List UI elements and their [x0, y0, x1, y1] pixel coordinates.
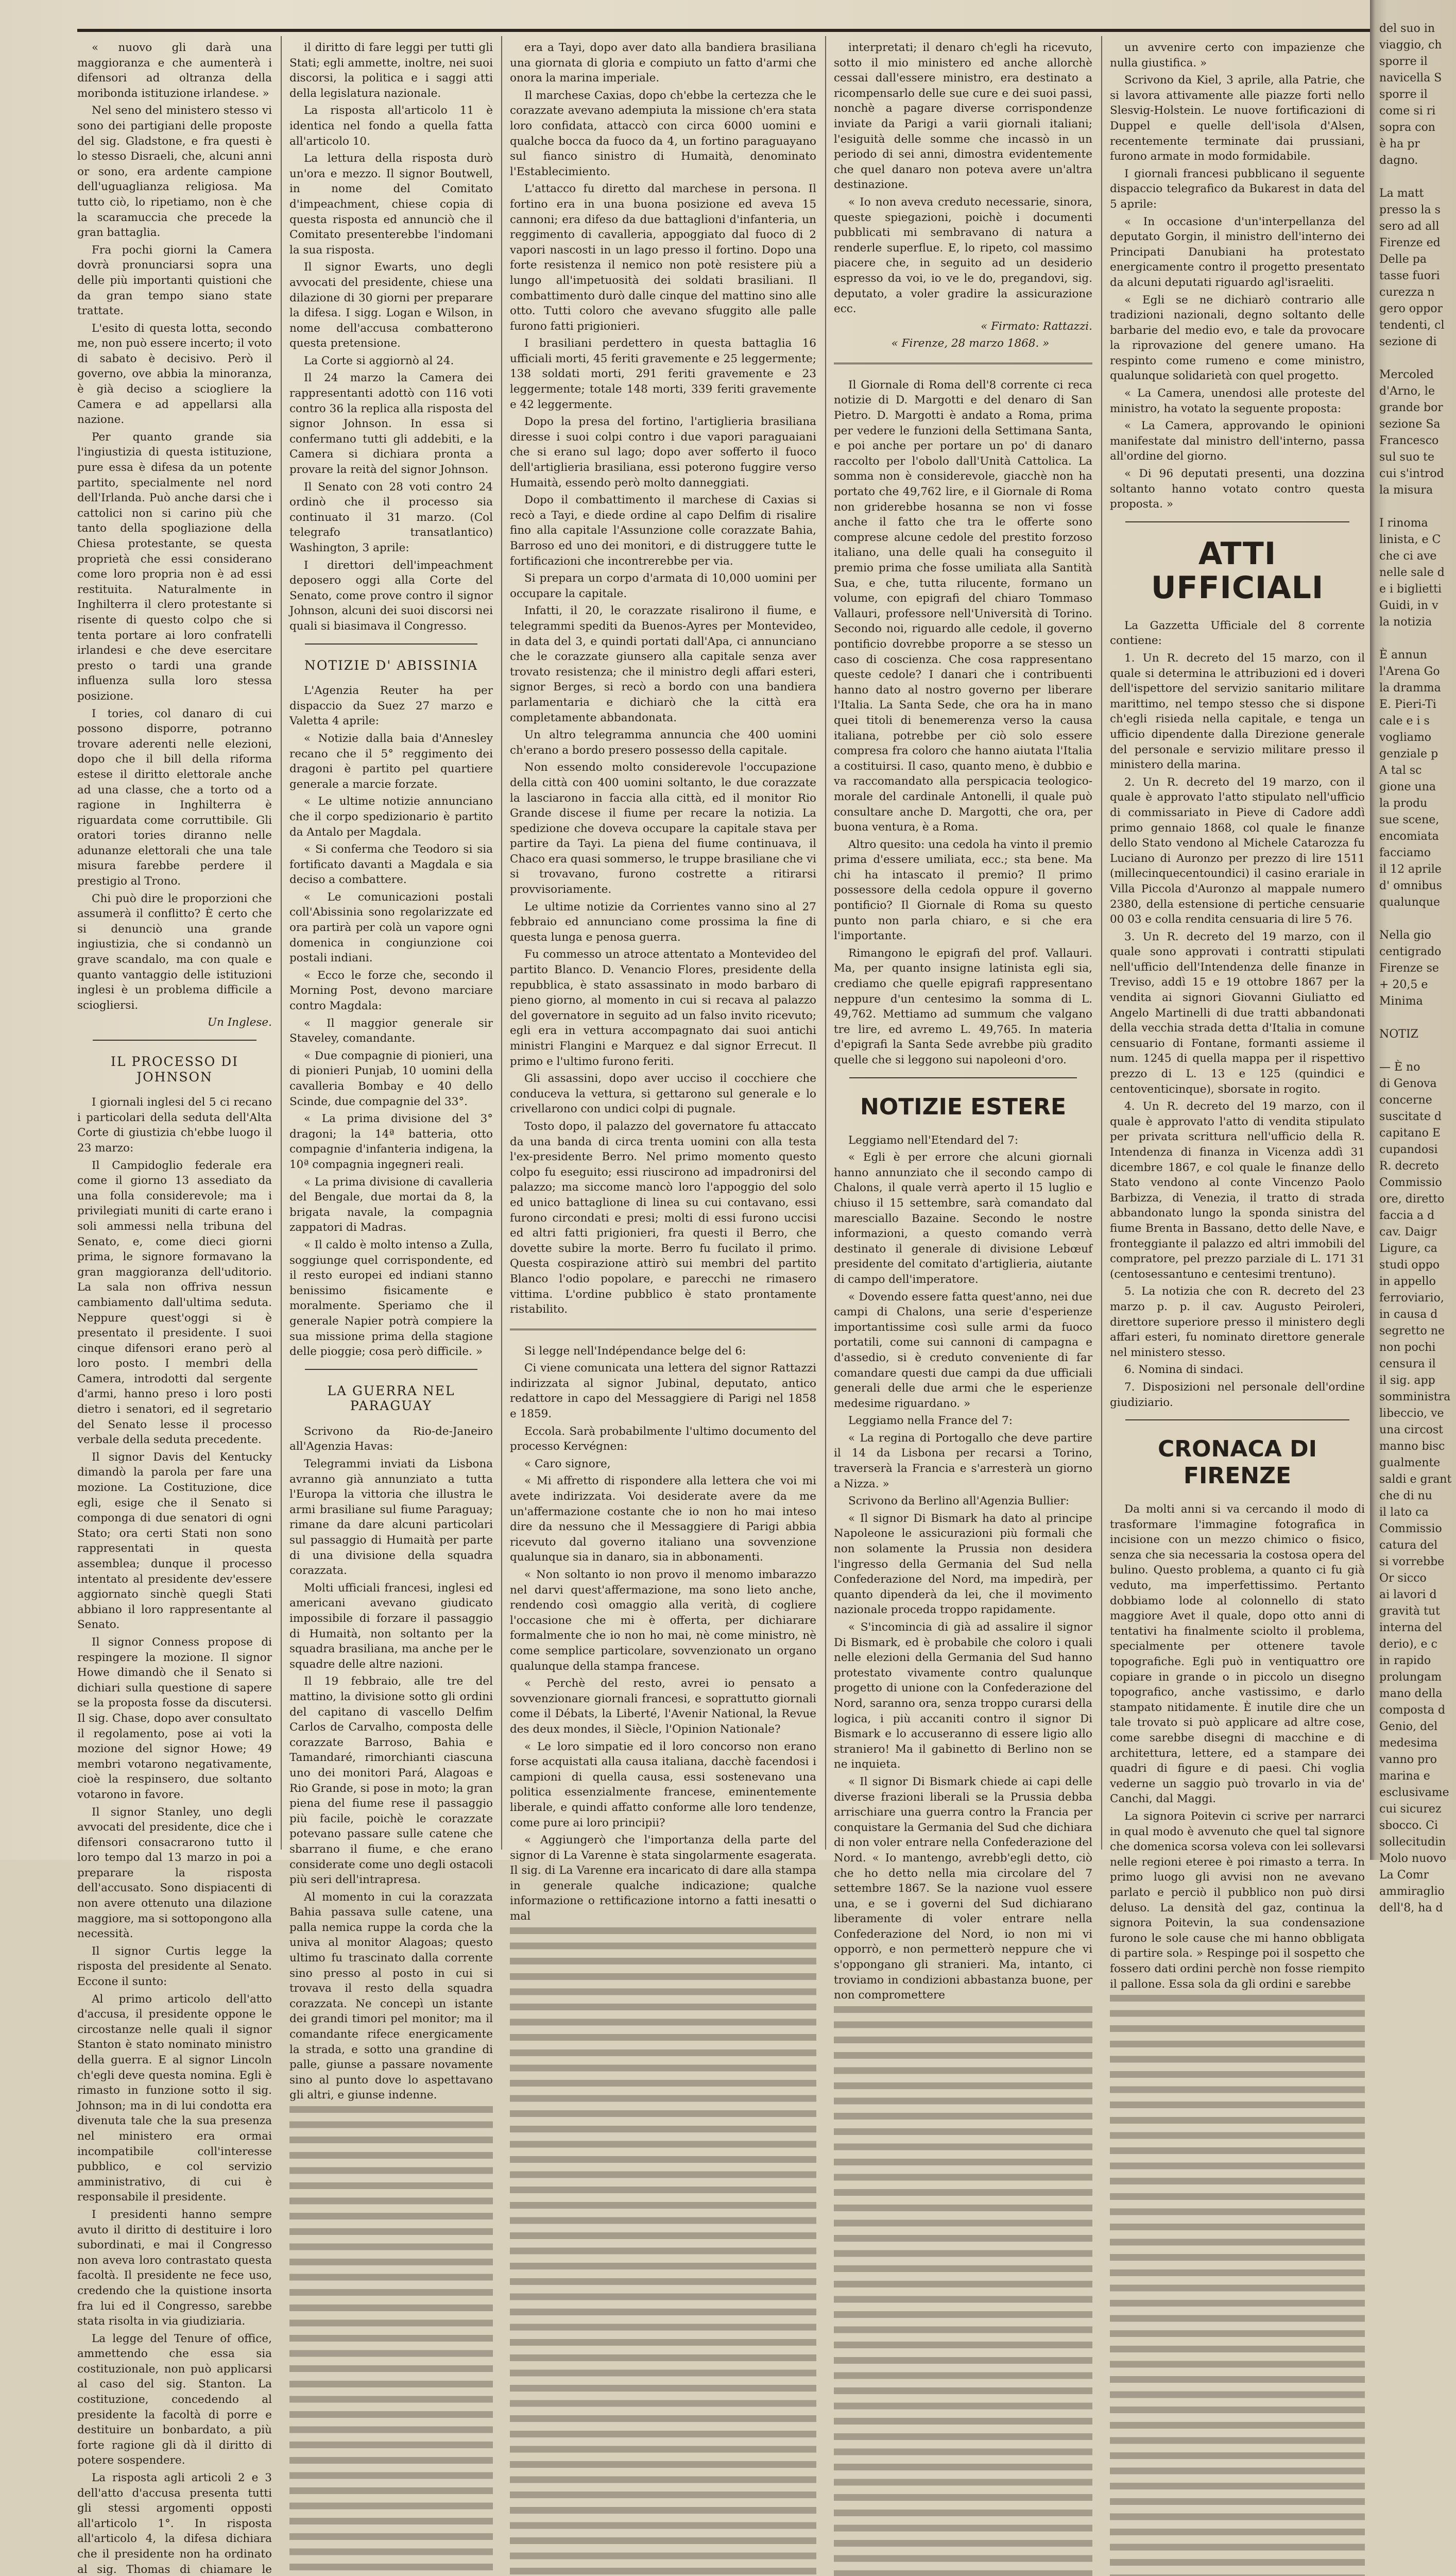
paragraph: « Il caldo è molto intenso a Zulla, soggiunge quel corrispondente, ed il resto europei ed indiani stanno benissimo fisicamente e moralmente. Speriamo che il generale Napier potrà compiere la sua missione prima della stagione delle pioggie; cosa però difficile. » — [289, 1238, 493, 1359]
paragraph: Si legge nell'Indépendance belge del 6: — [524, 1344, 746, 1358]
paragraph: « Mi affretto di rispondere alla lettera che voi mi avete indirizzata. Voi desiderate avere da me un'affermazione costante che io non ho mai inteso dire da nessuno che il Messaggiere di Parigi abbia ricevuto dal governo italiano una sovvenzione qualunque sia in danaro, sia in abbonamenti. — [510, 1475, 816, 1564]
paragraph: Altro quesito: una cedola ha vinto il premio prima d'essere umiliata, ecc.; sta bene. Ma chi ha intascato il premio? Il primo possessore della cedola oppure il governo pontificio? Il Giornale di Roma su questo punto non parla chiaro, e si che era l'importante. — [834, 838, 1092, 943]
section-rule — [849, 1077, 1077, 1078]
paragraph: Scrivono da Rio-de-Janeiro all'Agenzia Havas: — [289, 1425, 493, 1453]
paragraph: « La Camera, unendosi alle proteste del ministro, ha votato la seguente proposta: — [1110, 387, 1365, 415]
paragraph: « Due compagnie di pionieri, una di pionieri Punjab, 10 uomini della cavalleria Bombay e 40 dello Scinde, due compagnie del 33°. — [289, 1049, 493, 1108]
paragraph: il diritto di fare leggi per tutti gli Stati; egli ammette, inoltre, nei suoi discorsi, la politica e i saggi atti della legislatura nazionale. — [289, 41, 493, 100]
signature: « Firmato: Rattazzi. — [981, 319, 1092, 333]
paragraph: « Le loro simpatie ed il loro concorso non erano forse acquistati alla causa italiana, dacchè facendosi i campioni di quella causa, essi sostenevano una politica essenzialmente francese, eminentemente liberale, e quindi affatto conforme alle loro tendenze, come pure ai loro principii? — [510, 1740, 816, 1829]
section-rule — [305, 643, 477, 645]
paragraph: « Perchè del resto, avrei io pensato a sovvenzionare giornali francesi, e soprattutto giornali come il Débats, la Liberté, l'Avenir National, la Revue des deux mondes, il Siècle, l'Opinion Nationale? — [510, 1677, 816, 1736]
paragraph: Il signor Stanley, uno degli avvocati del presidente, dice che i difensori consacrarono tutto il loro tempo dal 13 marzo in poi a preparare la risposta dell'accusato. Sono dispiacenti di non avere ottenuto una dilazione maggiore, ma si sottopongono alla necessità. — [77, 1805, 272, 1941]
paragraph: Rimangono le epigrafi del prof. Vallauri. Ma, per quanto insigne latinista egli sia, crediamo che quelle epigrafi rappresentano neppure d'un centesimo la somma di L. 49,762. Mettiamo ad summum che valgano tre lire, ed avremo L. 49,765. In materia d'epigrafi la Santa Sede avrebbe più gradito quelle che si leggono sui napoleoni d'oro. — [834, 946, 1092, 1066]
heading-processo-johnson: IL PROCESSO DI JOHNSON — [110, 1054, 239, 1084]
paragraph: La signora Poitevin ci scrive per narrarci in qual modo è avvenuto che quel tal signore che domenica scorsa voleva con lei sollevarsi nelle regioni eteree è poi rimasto a terra. In primo luogo gli avvisi non ne avevano parlato e perciò il pubblico non può dirsi deluso. La densità del gaz, continua la signora Poitevin, la sua condensazione furono le sole cause che mi hanno obbligata di partire sola. » Respinge poi il sospetto che fossero dati ordini perchè non fosse riempito il pallone. Essa sola da gli ordini e sarebbe — [1110, 1809, 1365, 1991]
paragraph: « La prima divisione del 3° dragoni; la 14ª batteria, otto compagnie d'infanteria indigena, la 10ª compagnia ingegneri reali. — [289, 1112, 493, 1171]
paragraph: un avvenire certo con impazienze che nulla giustifica. » — [1110, 41, 1365, 70]
paragraph: Il signor Curtis legge la risposta del presidente al Senato. Eccone il sunto: — [77, 1944, 272, 1989]
paragraph: 7. Disposizioni nel personale dell'ordine giudiziario. — [1110, 1380, 1365, 1409]
paragraph: I brasiliani perdettero in questa battaglia 16 ufficiali morti, 45 feriti gravemente e 25 leggermente; 138 soldati morti, 291 feriti gravemente e 23 leggermente; totale 148 morti, 339 feriti gravemente e 42 leggermente. — [510, 337, 816, 411]
paragraph: 3. Un R. decreto del 19 marzo, con il quale sono approvati i contratti stipulati nell'ufficio dell'Intendenza delle finanze in Treviso, addì 15 e 19 ottobre 1867 per la vendita ai signori Giovanni Giuliatto ed Angelo Martinelli di due tratti abbandonati della vecchia strada detta d'Italia in comune censuario di Fontane, formanti assieme il num. 1245 di quella mappa per il rispettivo prezzo di L. 13 e 125 (quindici e centoventicinque), sborsate in rogito. — [1110, 930, 1365, 1096]
paragraph: « La regina di Portogallo che deve partire il 14 da Lisbona per recarsi a Torino, traverserà la Francia e s'arresterà un giorno a Nizza. » — [834, 1431, 1092, 1490]
illegible-text — [289, 2106, 493, 2576]
paragraph: Le ultime notizie da Corrientes vanno sino al 27 febbraio ed annunciano come prossima la fine di questa lunga e penosa guerra. — [510, 900, 816, 944]
paragraph: Il signor Davis del Kentucky dimandò la parola per fare una mozione. La Costituzione, dice egli, esige che il Senato si componga di due senatori di ogni Stato; ora certi Stati non sono rappresentati in questa assemblea; dunque il processo intentato al presidente dev'essere aggiornato sinchè quegli Stati abbiano il loro rappresentante al Senato. — [77, 1450, 272, 1632]
section-rule — [305, 1369, 477, 1370]
paragraph: « Egli se ne dichiarò contrario alle tradizioni nazionali, degno soltanto delle barbarie del medio evo, e tale da provocare la riprovazione del genere umano. Ha respinto come rumeno e come ministro, qualunque solidarietà con quel progetto. — [1110, 293, 1365, 383]
paragraph: La Corte si aggiornò al 24. — [304, 354, 454, 367]
column-2 — [289, 40, 493, 2102]
heading-notizie-estere: NOTIZIE ESTERE — [860, 1093, 1067, 1120]
paragraph: 1. Un R. decreto del 15 marzo, con il quale si determina le attribuzioni ed i doveri dell'ispettore del servizio sanitario militare marittimo, nel tempo stesso che si dispone ch'egli risieda nella capitale, e tenga un ufficio dipendente dalla Direzione generale del personale e servizio militare presso il ministero della marina. — [1110, 652, 1365, 772]
illegible-text — [834, 2006, 1092, 2576]
paragraph: Al primo articolo dell'atto d'accusa, il presidente oppone le circostanze nelle quali il signor Stanton è stato nominato ministro della guerra. E al signor Lincoln ch'egli deve questa nomina. Egli è rimasto in funzione sotto il sig. Johnson; ma in di lui condotta era divenuta tale che la sua presenza nel ministero era ormai incompatibile coll'interesse pubblico, e col servizio amministrativo, di cui è responsabile il presidente. — [77, 1992, 272, 2204]
paragraph: L'esito di questa lotta, secondo me, non può essere incerto; il voto di sabato è decisivo. Però il governo, ove abbia la minoranza, è già deciso a sciogliere la Camera e ad appellarsi alla nazione. — [77, 321, 272, 427]
paragraph: « Di 96 deputati presenti, una dozzina soltanto hanno votato contro questa proposta. » — [1110, 467, 1365, 511]
column-divider — [281, 36, 282, 1850]
column-4 — [834, 40, 1092, 2002]
paragraph: I giornali francesi pubblicano il seguente dispaccio telegrafico da Bukarest in data del 5 aprile: — [1110, 167, 1365, 211]
paragraph: I giornali inglesi del 5 ci recano i particolari della seduta dell'Alta Corte di giustizia ch'ebbe luogo il 23 marzo: — [77, 1096, 272, 1155]
paragraph: Il signor Ewarts, uno degli avvocati del presidente, chiese una dilazione di 30 giorni per preparare la difesa. I sigg. Logan e Wilson, in nome dell'accusa combatterono questa pretensione. — [289, 261, 493, 350]
top-rule — [77, 29, 1370, 32]
paragraph: Fu commesso un atroce attentato a Montevideo del partito Blanco. D. Venancio Flores, presidente della repubblica, è stato assassinato in modo barbaro di pieno giorno, al momento in cui si recava al palazzo del governatore in seguito ad un falso invito ricevuto; egli era in vettura accompagnato dai suoi antichi ministri Flangini e Marquez e dal signor Errecut. Il primo e l'ultimo furono feriti. — [510, 948, 816, 1068]
paragraph: « Dovendo essere fatta quest'anno, nei due campi di Chalons, una serie d'esperienze importantissime così sulle armi da fuoco portatili, come sui cannoni di campagna e d'assedio, si è creduto conveniente di far comandare questi due campi da due ufficiali generali delle due armi che le esperienze medesime riguardano. » — [834, 1290, 1092, 1410]
paragraph: Fra pochi giorni la Camera dovrà pronunciarsi sopra una delle più importanti quistioni che da gran tempo siano state trattate. — [77, 243, 272, 318]
paragraph: La legge del Tenure of office, ammettendo che essa sia costituzionale, non può applicarsi al caso del sig. Stanton. La costituzione, concedendo al presidente la facoltà di porre e destituire un bonbardato, a più forte ragione gli dà il diritto di potere sospendere. — [77, 2332, 272, 2467]
paragraph: Il 24 marzo la Camera dei rappresentanti adottò con 116 voti contro 36 la replica alla risposta del signor Johnson. In essa si confermano tutti gli addebiti, e la Camera si dichiara pronta a provare la reità del signor Johnson. — [289, 371, 493, 477]
paragraph: I tories, col danaro di cui possono disporre, potranno trovare aderenti nelle elezioni, dopo che il bill della riforma estese il diritto elettorale anche ad una classe, che a torto od a ragione in Inghilterra è riguardata come corruttibile. Gli oratori tories diranno nelle adunanze elettorali che una tale misura farebbe perdere il prestigio al Trono. — [77, 707, 272, 888]
paragraph: « In occasione d'un'interpellanza del deputato Gorgin, il ministro dell'interno dei Principati Danubiani ha protestato energicamente contro il progetto presentato da alcuni deputati riguardo agl'israeliti. — [1110, 215, 1365, 289]
illegible-text — [510, 1927, 816, 2576]
paragraph: Chi può dire le proporzioni che assumerà il conflitto? È certo che si denunciò una grande ingiustizia, che si condannò un grave scandalo, ma con quale e quanto vantaggio delle istituzioni inglesi è un problema difficile a sciogliersi. — [77, 892, 272, 1012]
paragraph: era a Tayi, dopo aver dato alla bandiera brasiliana una giornata di gloria e compiuto un fatto d'armi che onora la marina imperiale. — [510, 41, 816, 85]
dateline: « Firenze, 28 marzo 1868. » — [891, 337, 1050, 350]
paragraph: Scrivono da Kiel, 3 aprile, alla Patrie, che si lavora attivamente alle piazze forti nello Slesvig-Holstein. Le nuove fortificazioni di Duppel e quelle dell'isola d'Alsen, recentemente terminate dai prussiani, furono armate in modo formidabile. — [1110, 74, 1365, 163]
paragraph: Al momento in cui la corazzata Bahia passava sulle catene, una palla nemica ruppe la corda che la univa al monitor Alagoas; questo ultimo fu trascinato dalla corrente sino presso al posto in cui si trovava il resto della squadra corazzata. Ne concepì un istante dei grandi timori pel monitor; ma il comandante rifece energicamente la strada, e sotto una grandine di palle, giunse a passare novamente sino al punto dove lo aspettavano gli altri, e giunse indenne. — [289, 1890, 493, 2102]
paragraph: « Non soltanto io non provo il menomo imbarazzo nel darvi quest'affermazione, ma sono lieto anche, rendendo così omaggio alla verità, di cogliere l'occasione che mi è offerta, per dichiarare formalmente che io non ho mai, nè come ministro, nè come semplice particolare, sovvenzionato un organo qualunque della stampa francese. — [510, 1568, 816, 1673]
column-divider — [501, 36, 502, 1850]
paragraph: I direttori dell'impeachment deposero oggi alla Corte del Senato, come prove contro il signor Johnson, alcuni dei suoi discorsi nei quali si biasimava il Congresso. — [289, 558, 493, 633]
heading-paraguay: LA GUERRA NEL PARAGUAY — [327, 1383, 455, 1414]
paragraph: « S'incomincia di già ad assalire il signor Di Bismark, ed è probabile che coloro i quali nelle elezioni della Germania del Sud hanno protestato vivamente contro qualunque progetto di unione con la Confederazione del Nord, saranno ora, senza troppo curarsi della logica, i più accaniti contro il signor Di Bismark e lo accuseranno di essere ligio allo straniero! Ma il gabinetto di Berlino non se ne inquieta. — [834, 1621, 1092, 1771]
paragraph: « La Camera, approvando le opinioni manifestate dal ministro dell'interno, passa all'ordine del giorno. — [1110, 419, 1365, 463]
paragraph: 5. La notizia che con R. decreto del 23 marzo p. p. il cav. Augusto Peiroleri, direttore superiore presso il ministero degli affari esteri, fu nominato direttore generale nel ministero stesso. — [1110, 1285, 1365, 1359]
paragraph: « Ecco le forze che, secondo il Morning Post, devono marciare contro Magdala: — [289, 969, 493, 1013]
paragraph: Dopo la presa del fortino, l'artiglieria brasiliana diresse i suoi colpi contro i due vapori paraguaiani che si erano sul lago; dopo aver sofferto il fuoco dell'artiglieria brasiliana, essi poterono fuggire verso Humaità, essendo però molto danneggiati. — [510, 415, 816, 489]
paragraph: « La prima divisione di cavalleria del Bengale, due mortai da 8, la brigata navale, la compagnia zappatori di Madras. — [289, 1175, 493, 1234]
column-1 — [77, 40, 272, 2576]
paragraph: « Si conferma che Teodoro si sia fortificato davanti a Magdala e sia deciso a combattere. — [289, 843, 493, 887]
paragraph: « nuovo gli darà una maggioranza e che aumenterà i difensori ad oltranza della moribonda istituzione irlandese. » — [77, 41, 272, 100]
paragraph: « Caro signore, — [524, 1457, 611, 1470]
illegible-text — [1110, 1995, 1365, 2576]
heading-atti-ufficiali: ATTI UFFICIALI — [1151, 535, 1324, 606]
paragraph: « Il signor Di Bismark chiede ai capi delle diverse frazioni liberali se la Prussia debba arrischiare una guerra contro la Francia per conquistare la Germania del Sud che dichiara di non voler entrare nella Confederazione del Nord. « Io mantengo, avrebb'egli detto, ciò che ho detto nella mia circolare del 7 settembre 1867. Se la nazione vuol essere una, e se i governi del Sud dichiarano liberamente di voler entrare nella Confederazione del Nord, io non mi vi opporrò, e non permetterò neppure che vi s'oppongano gli stranieri. Ma, intanto, ci troviamo in condizioni abbastanza buone, per non compromettere — [834, 1775, 1092, 2002]
paragraph: Il Campidoglio federale era come il giorno 13 assediato da una folla considerevole; ma i privilegiati muniti di carte erano i soli ammessi nella tribuna del Senato, e, come dieci giorni prima, le signore formavano la gran maggioranza dell'uditorio. La sala non offriva nessun cambiamento dall'ultima seduta. Neppure quest'oggi si è presentato il presidente. I suoi cinque difensori erano però al loro posto. I membri della Camera, introdotti dal sergente d'armi, hanno preso i loro posti dietro i senatori, ed il segretario del Senato lesse il processo verbale della seduta precedente. — [77, 1159, 272, 1447]
paragraph: La Gazzetta Ufficiale del 8 corrente contiene: — [1110, 619, 1365, 648]
next-page-edge — [1370, 0, 1456, 1914]
paragraph: Dopo il combattimento il marchese di Caxias si recò a Tayi, e diede ordine al capo Delfim di risalire fino alla capitale l'Assunzione colle corazzate Bahia, Barroso ed uno dei monitori, e di distruggere tutte le fortificazioni che incontrerebbe per via. — [510, 494, 816, 568]
section-rule — [834, 363, 1092, 366]
paragraph: Il Senato con 28 voti contro 24 ordinò che il processo sia continuato il 31 marzo. (Col telegrafo transatlantico) Washington, 3 aprile: — [289, 480, 493, 554]
paragraph: Telegrammi inviati da Lisbona avranno già annunziato a tutta l'Europa la vittoria che illustra le armi brasiliane sul fiume Paraguay; rimane da dare alcuni particolari sul passaggio di Humaità per parte di una divisione della squadra corazzata. — [289, 1458, 493, 1578]
paragraph: interpretati; il denaro ch'egli ha ricevuto, sotto il mio ministero ed anche allorchè cessai dall'essere ministro, era destinato a ricompensarlo delle sue cure e dei suoi passi, nonchè a pagare diverse corrispondenze inviate da Parigi a varii giornali italiani; l'esiguità delle somme che incassò in un periodo di sei anni, dimostra evidentemente che quel danaro non poteva avere un'altra destinazione. — [834, 41, 1092, 192]
paragraph: I presidenti hanno sempre avuto il diritto di destituire i loro subordinati, e mai il Congresso non aveva loro contrastato questa facoltà. Il presidente ne fece uso, credendo che la quistione insorta fra lui ed il Congresso, sarebbe stata risolta in via giudiziaria. — [77, 2208, 272, 2328]
paragraph: Si prepara un corpo d'armata di 10,000 uomini per occupare la capitale. — [510, 572, 816, 600]
paragraph: Per quanto grande sia l'ingiustizia di questa istituzione, pure essa è difesa da un potente partito, specialmente nel nord dell'Irlanda. Può anche darsi che i cattolici non si carino più che tanto della spogliazione della Chiesa protestante, se questa proprietà che essi considerano come loro propria non è ad essi restituita. Naturalmente in Inghilterra il clero protestante si risente di questo colpo che si tenta portare ai loro confratelli irlandesi e che deve esercitare presto o tardi una grande influenza sulla loro stessa posizione. — [77, 430, 272, 703]
paragraph: « Le comunicazioni postali coll'Abissinia sono regolarizzate ed ora partirà per colà un vapore ogni domenica in congiunzione coi postali indiani. — [289, 890, 493, 965]
next-page-text: del suo in viaggio, ch sporre il navicella S sporre il come si ri sopra con è ha pr dagno. La matt presso la s sero ad all Firenze ed Delle pa tasse fuori curezza n gero oppor tendenti, cl sezione di Mercoled d'Arno, le grande bor sezione Sa Francesco sul suo te cui s'introd la misura I rinoma linista, e C che ci ave nelle sale d e i biglietti Guidi, in v la notizia È annun l'Arena Go la dramma E. Pieri-Ti cale e i s vogliamo genziale p A tal sc gione una la produ sue scene, encomiata facciamo il 12 aprile d' omnibus qualunque Nella gio centigrado Firenze se + 20,5 e Minima NOTIZ — È no di Genova concerne suscitate d capitano E cupandosi R. decreto Commissio ore, diretto faccia a d cav. Daigr Ligure, ca studi oppo in appello ferroviario, in causa d segretto ne non pochi censura il il sig. app somministra libeccio, ve una circost manno bisc gualmente saldi e grant che di nu il lato ca Commissio catura del si vorrebbe Or sicco ai lavori d gravità tut interna del derio), e c in rapido prolungam mano della composta d Genio, del medesima vanno pro marina e esclusivame cui sicurez sbocco. Ci sollecitudin Molo nuovo La Comr ammiraglio dell'8, ha d — [1379, 22, 1452, 1914]
paragraph: « Aggiungerò che l'importanza della parte del signor di La Varenne è stata singolarmente esagerata. Il sig. di La Varenne era incaricato di dare alla stampa in generale qualche indicazione; qualche informazione o rettificazione intorno a fatti inesatti o mal — [510, 1834, 816, 1923]
section-rule — [1125, 521, 1349, 522]
column-divider — [1101, 36, 1102, 1850]
paragraph: « Egli è per errore che alcuni giornali hanno annunziato che il secondo campo di Chalons, il quale verrà aperto il 15 luglio e chiuso il 15 settembre, sarà comandato dal maresciallo Bazaine. Secondo le nostre informazioni, a questo comando verrà destinato il generale di divisione Lebœuf presidente del comitato d'artiglieria, aiutante di campo dell'imperatore. — [834, 1151, 1092, 1286]
paragraph: Da molti anni si va cercando il modo di trasformare l'immagine fotografica in incisione con un mezzo chimico o fisico, senza che sia necessaria la costosa opera del bulino. Questo problema, a quanto ci fu già veduto, ma imperfettissimo. Pertanto dobbiamo lode al colonnello di stato maggiore Avet il quale, dopo otto anni di tentativi ha finalmente sciolto il problema, specialmente per ottenere tavole topografiche. Egli può in ventiquattro ore copiare in grande o in piccolo un disegno topografico, anche vastissimo, e darlo stampato nitidamente. È inutile dire che un tale trovato si può applicare ad altre cose, come sarebbe disegni di macchine e di architettura, lettere, ed a stampare dei quadri di figure e di paesi. Chi voglia vederne un saggio può trovarlo in via de' Canchi, dal Maggi. — [1110, 1503, 1365, 1806]
heading-abissinia: NOTIZIE D' ABISSINIA — [304, 657, 478, 673]
paragraph: Il marchese Caxias, dopo ch'ebbe la certezza che le corazzate avevano adempiuta la missione ch'era stata loro confidata, attaccò con circa 6000 uomini e qualche bocca da fuoco da 4, un fortino paraguayano sul fianco sinistro di Humaità, denominato l'Establecimiento. — [510, 89, 816, 178]
paragraph: Molti ufficiali francesi, inglesi ed americani avevano giudicato impossibile di forzare il passaggio di Humaità, non soltanto per la squadra brasiliana, ma anche per le squadre delle altre nazioni. — [289, 1581, 493, 1671]
paragraph: La lettura della risposta durò un'ora e mezzo. Il signor Boutwell, in nome del Comitato d'impeachment, chiese copia di questa risposta ed annunciò che il Comitato presenterebbe l'indomani la sua risposta. — [289, 152, 493, 257]
signature: Un Inglese. — [207, 1016, 272, 1029]
paragraph: Gli assassini, dopo aver ucciso il cocchiere che conduceva la vettura, si gettarono sul generale e lo crivellarono con undici colpi di pugnale. — [510, 1072, 816, 1116]
paragraph: « Notizie dalla baia d'Annesley recano che il 5° reggimento dei dragoni è partito pel quartiere generale a marcie forzate. — [289, 732, 493, 791]
paragraph: Nel seno del ministero stesso vi sono dei partigiani delle proposte del sig. Gladstone, e fra questi è lo stesso Disraeli, che, alcuni anni or sono, era ardente campione dell'uguaglianza religiosa. Ma tutto ciò, lo ripetiamo, non è che la scaramuccia che precede la gran battaglia. — [77, 104, 272, 240]
paragraph: 6. Nomina di sindaci. — [1124, 1363, 1244, 1377]
column-5 — [1110, 40, 1365, 1991]
paragraph: 2. Un R. decreto del 19 marzo, con il quale è approvato l'atto stipulato nell'ufficio di commissariato in Pieve di Cadore addì primo gennaio 1868, col quale le finanze dello Stato vendono al Michele Catarozza fu Luciano di Auronzo per prezzo di lire 1511 (millecinquecentoundici) il casino erariale in Villa Piccola d'Auronzo al mappale numero 2380, della estensione di pertiche censuarie 00 03 e colla rendita censuaria di lire 5 76. — [1110, 775, 1365, 926]
paragraph: L'attacco fu diretto dal marchese in persona. Il fortino era in una buona posizione ed aveva 15 cannoni; era difeso da due battaglioni d'infanteria, un reggimento di cavalleria, appoggiato dal fuoco di 2 vapori nascosti in un lago presso il fortino. Dopo una forte resistenza il nemico non potè resistere più a lungo all'impetuosità dei soldati brasiliani. Il combattimento durò dalle cinque del mattino sino alle otto. Tutti coloro che avevano sfuggito alle palle furono fatti prigionieri. — [510, 182, 816, 333]
section-rule — [1125, 1419, 1349, 1420]
paragraph: Tosto dopo, il palazzo del governatore fu attaccato da una banda di circa trenta uomini con alla testa l'ex-presidente Berro. Nel primo momento questo colpo fu eseguito; essi riuscirono ad impadronirsi del palazzo; ma siccome mancò loro l'appoggio del solo ed unico battaglione di linea su cui contavano, essi furono circondati e presi; molti di essi furono uccisi ed altri fatti prigionieri, fra questi il Berro, che dovette subire la morte. Berro fu fucilato il primo. Questa cospirazione attirò sui membri del partito Blanco l'odio popolare, e parecchi ne rimasero vittima. L'ordine pubblico è stato prontamente ristabilito. — [510, 1120, 816, 1316]
paragraph: Scrivono da Berlino all'Agenzia Bullier: — [848, 1495, 1069, 1508]
paragraph: Un altro telegramma annuncia che 400 uomini ch'erano a bordo presero possesso della capitale. — [510, 728, 816, 757]
paragraph: Leggiamo nell'Etendard del 7: — [848, 1133, 1019, 1147]
column-3 — [510, 40, 816, 1923]
section-rule — [93, 1040, 256, 1041]
paragraph: Eccola. Sarà probabilmente l'ultimo documento del processo Kervégnen: — [510, 1425, 816, 1453]
paragraph: « Il maggior generale sir Staveley, comandante. — [289, 1016, 493, 1045]
paragraph: « Io non aveva creduto necessarie, sinora, queste spiegazioni, poichè i documenti pubblicati mi sembravano di natura a renderle superflue. E, lo ripeto, col massimo piacere che, in seguito ad un desiderio espresso da voi, io ve le do, pregandovi, sig. deputato, a voler gradire la assicurazione ecc. — [834, 195, 1092, 316]
paragraph: Il 19 febbraio, alle tre del mattino, la divisione sotto gli ordini del capitano di vascello Delfim Carlos de Carvalho, composta delle corazzate Barroso, Bahia e Tamandaré, rimorchianti ciascuna uno dei monitori Pará, Alagoas e Rio Grande, si pose in moto; la gran piena del fiume rese il passaggio più facile, poichè le corazzate potevano passare sulle catene che sbarrano il fiume, e che erano considerate come uno degli ostacoli più seri dell'intrapresa. — [289, 1675, 493, 1887]
column-divider — [825, 36, 826, 1850]
heading-cronaca-firenze: CRONACA DI FIRENZE — [1157, 1436, 1317, 1489]
section-rule — [510, 1329, 816, 1332]
paragraph: Non essendo molto considerevole l'occupazione della città con 400 uomini soltanto, le due corazzate la lasciarono in faccia alla città, ed il monitor Rio Grande discese il fiume per recare la notizia. La spedizione che doveva occupare la capitale stava per partire da Tayi. La piena del fiume continuava, il Chaco era quasi sommerso, le truppe brasiliane che vi si trovavano, furono costrette a ritirarsi provvisoriamente. — [510, 761, 816, 896]
paragraph: 4. Un R. decreto del 19 marzo, con il quale è approvato l'atto di vendita stipulato per privata scrittura nell'ufficio della R. Intendenza di finanza in Vicenza addì 31 dicembre 1867, e col quale le finanze dello Stato vendono al conte Vincenzo Paolo Barbizza, di Venezia, il tratto di strada abbandonato lungo la sponda sinistra del fiume Brenta in Bassano, detto delle Nave, e fronteggiante il palazzo ed altri immobili del compratore, pel prezzo parziale di L. 171 31 (centosessantuno e centesimi trentuno). — [1110, 1100, 1365, 1281]
paragraph: « Le ultime notizie annunciano che il corpo spedizionario è partito da Antalo per Magdala. — [289, 795, 493, 839]
paragraph: Ci viene comunicata una lettera del signor Rattazzi indirizzata al signor Jubinal, deputato, antico redattore in capo del Messaggiere di Parigi nel 1858 e 1859. — [510, 1362, 816, 1421]
paragraph: Il signor Conness propose di respingere la mozione. Il signor Howe dimandò che il Senato si dichiari sulla questione di sapere se la proposta fosse da discutersi. Il sig. Chase, dopo aver consultato il regolamento, pose ai voti la mozione del signor Howe; 49 membri votarono negativamente, cioè la respinsero, due soltanto votarono in favore. — [77, 1635, 272, 1801]
paragraph: Leggiamo nella France del 7: — [848, 1414, 1013, 1428]
paragraph: L'Agenzia Reuter ha per dispaccio da Suez 27 marzo e Valetta 4 aprile: — [289, 684, 493, 728]
paragraph: Il Giornale di Roma dell'8 corrente ci reca notizie di D. Margotti e del denaro di San Pietro. D. Margotti è andato a Roma, prima per vedere le funzioni della Settimana Santa, e poi anche per portare un po' di danaro raccolto per l'obolo dall'Unità Cattolica. La somma non è considerevole, giacchè non ha portato che 49,762 lire, e il Giornale di Roma non griderebbe hosanna se non vi fosse anche il fatto che tra le offerte sono comprese alcune cedole del prestito forzoso italiano, una delle quali ha conseguito il premio prima che fosse umiliata alla Santità Sua, e che, tutta rilucente, formano un volume, con epigrafi del chiaro Tommaso Vallauri, professore nell'Università di Torino. Secondo noi, riguardo alle cedole, il governo pontificio dovrebbe proporre a se stesso un caso di coscienza. Che cosa rappresentano queste cedole? I danari che i contribuenti hanno dato al nostro governo per liberare l'Italia. La Santa Sede, che ora ha in mano quei titoli di benemerenza verso la causa italiana, potrebbe per ciò solo essere compresa fra coloro che hanno aiutata l'Italia a costituirsi. Il caso, quanto meno, è dubbio e va raccomandato alla perspicacia teologico-morale del cardinale Antonelli, il quale può consultare anche D. Margotti, che ora, per buona ventura, è a Roma. — [834, 378, 1092, 834]
paragraph: La risposta all'articolo 11 è identica nel fondo a quella fatta all'articolo 10. — [289, 104, 493, 148]
paragraph: La risposta agli articoli 2 e 3 dell'atto d'accusa presenta tutti gli stessi argomenti opposti all'articolo 1°. In risposta all'articolo 4, la difesa dichiara che il presidente non ha ordinato al sig. Thomas di chiamare le — [77, 2471, 272, 2576]
paragraph: « Il signor Di Bismark ha dato al principe Napoleone le assicurazioni più formali che non solamente la Prussia non desidera l'ingresso della Germania del Sud nella Confederazione del Nord, ma impedirà, per quanto dipenderà da lei, che il movimento nazionale proceda troppo rapidamente. — [834, 1512, 1092, 1617]
paragraph: Infatti, il 20, le corazzate risalirono il fiume, e telegrammi spediti da Buenos-Ayres per Montevideo, in data del 3, e quindi portati dall'Apa, ci annunciano che le corazzate giunsero alla capitale senza aver trovato resistenza; che il ministro degli affari esteri, signor Berges, si recò a bordo con una bandiera parlamentaria e dichiarò che la città era completamente abbandonata. — [510, 604, 816, 724]
